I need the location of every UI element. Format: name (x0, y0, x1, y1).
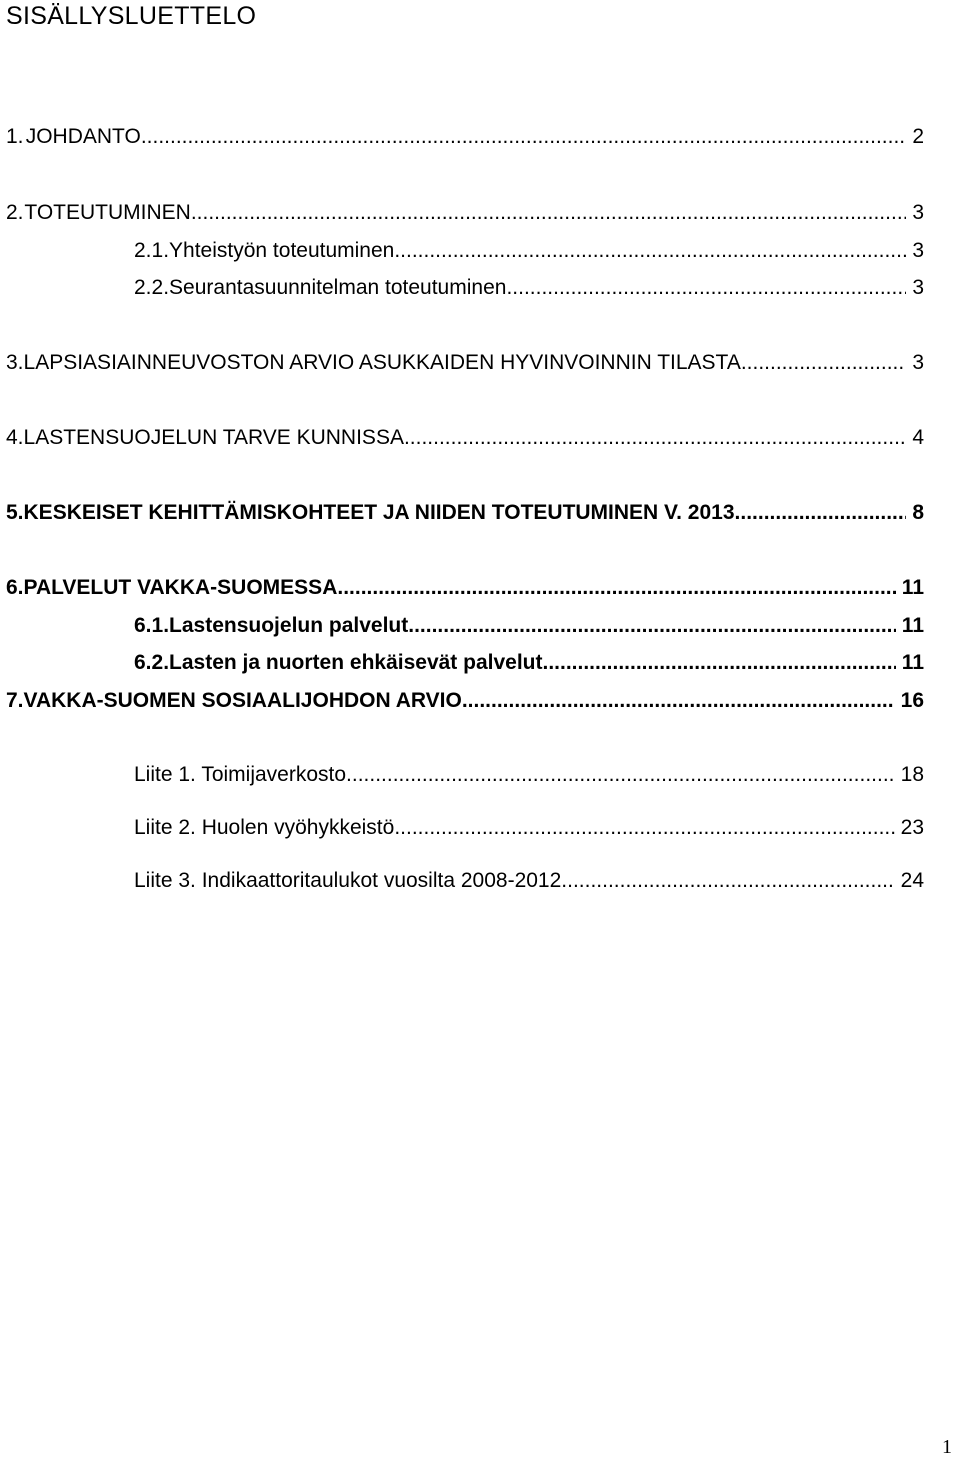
dot-leader (141, 124, 907, 150)
toc-entry-number: 6.1. (134, 614, 170, 637)
toc-entry-number: 5. (6, 501, 24, 524)
toc-entry-label: VAKKA-SUOMEN SOSIAALIJOHDON ARVIO (23, 689, 462, 712)
toc-entry-page: 3 (912, 276, 924, 299)
toc-entry-label: JOHDANTO (25, 125, 141, 148)
toc-entry-number: 2. (6, 201, 24, 224)
toc-entry-page: 11 (901, 614, 924, 637)
toc-entry-number: 3. (6, 351, 24, 374)
dot-leader (543, 650, 896, 676)
toc-entry[interactable] (6, 350, 924, 376)
appendix-entry[interactable] (134, 868, 924, 894)
appendix-label: Liite 2. Huolen vyöhykkeistö (134, 816, 395, 839)
dot-leader (346, 762, 895, 788)
toc-entry-label: PALVELUT VAKKA-SUOMESSA (23, 576, 338, 599)
toc-entry-label: Seurantasuunnitelman toteutuminen (169, 276, 507, 299)
toc-entry-page: 11 (901, 576, 924, 599)
toc-entry-page: 4 (912, 426, 924, 449)
toc-entry-page: 3 (912, 201, 924, 224)
appendix-label: Liite 3. Indikaattoritaulukot vuosilta 2008-2012 (134, 869, 562, 892)
toc-entry-number: 1. (6, 125, 24, 148)
toc-entry[interactable] (6, 124, 924, 150)
toc-entry-number: 6.2. (134, 651, 170, 674)
toc-entry[interactable] (6, 688, 924, 714)
dot-leader (735, 500, 907, 526)
toc-entry[interactable] (6, 425, 924, 451)
dot-leader (462, 688, 895, 714)
toc-entry-number: 2.1. (134, 239, 170, 262)
toc-entry[interactable] (6, 575, 924, 601)
toc-subentry[interactable] (134, 275, 924, 301)
dot-leader (408, 613, 896, 639)
toc-entry-label: Yhteistyön toteutuminen (169, 239, 395, 262)
toc-entry-label: KESKEISET KEHITTÄMISKOHTEET JA NIIDEN TOTEUTUMINEN V. 2013 (23, 501, 735, 524)
toc-subentry[interactable] (134, 238, 924, 264)
toc-entry-page: 2 (912, 125, 924, 148)
toc-entry-page: 11 (901, 651, 924, 674)
toc-entry-number: 4. (6, 426, 24, 449)
toc-entry[interactable] (6, 200, 924, 226)
toc-title: SISÄLLYSLUETTELO (6, 2, 257, 30)
toc-subentry[interactable] (134, 650, 924, 676)
appendix-entry[interactable] (134, 815, 924, 841)
toc-subentry[interactable] (134, 613, 924, 639)
appendix-label: Liite 1. Toimijaverkosto (134, 763, 347, 786)
appendix-entry[interactable] (134, 762, 924, 788)
toc-entry[interactable] (6, 500, 924, 526)
page-number: 1 (942, 1436, 952, 1458)
dot-leader (561, 868, 894, 894)
dot-leader (506, 275, 906, 301)
toc-entry-page: 8 (912, 501, 924, 524)
appendix-page: 24 (900, 869, 924, 892)
toc-entry-label: LAPSIASIAINNEUVOSTON ARVIO ASUKKAIDEN HYVINVOINNIN TILASTA (23, 351, 741, 374)
appendix-page: 23 (900, 816, 924, 839)
toc-entry-label: TOTEUTUMINEN (24, 201, 191, 224)
dot-leader (191, 200, 906, 226)
dot-leader (394, 815, 894, 841)
toc-entry-label: Lastensuojelun palvelut (169, 614, 409, 637)
toc-entry-page: 3 (912, 351, 924, 374)
appendix-page: 18 (900, 763, 924, 786)
toc-entry-number: 6. (6, 576, 24, 599)
toc-entry-label: Lasten ja nuorten ehkäisevät palvelut (169, 651, 543, 674)
dot-leader (337, 575, 895, 601)
dot-leader (394, 238, 906, 264)
toc-entry-number: 7. (6, 689, 24, 712)
dot-leader (404, 425, 906, 451)
dot-leader (741, 350, 906, 376)
toc-entry-page: 16 (900, 689, 924, 712)
toc-entry-number: 2.2. (134, 276, 170, 299)
toc-entry-page: 3 (912, 239, 924, 262)
toc-entry-label: LASTENSUOJELUN TARVE KUNNISSA (23, 426, 404, 449)
